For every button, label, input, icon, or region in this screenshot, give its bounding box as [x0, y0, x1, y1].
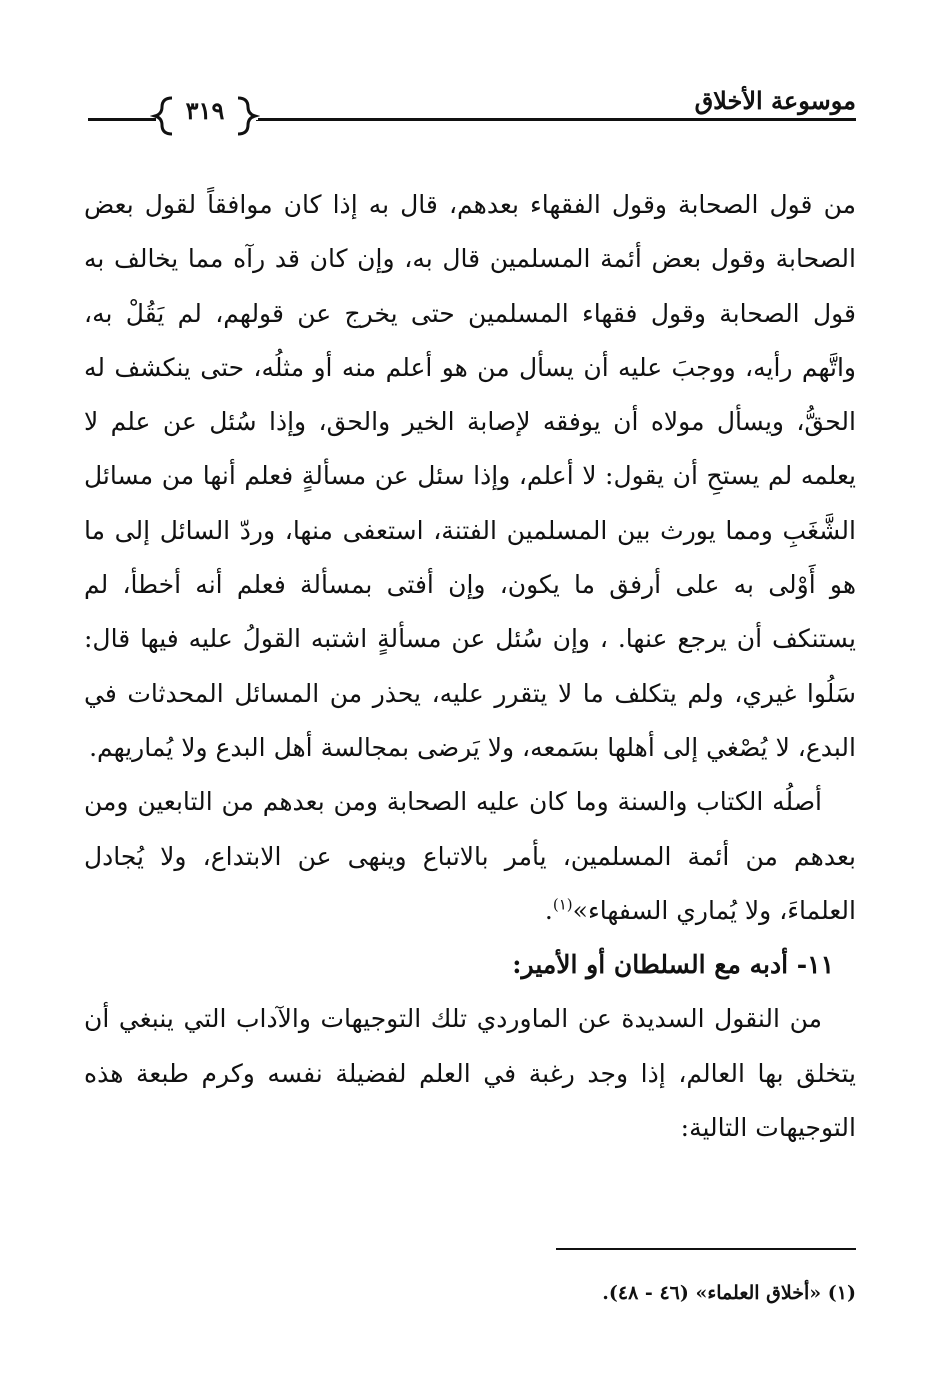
page-number-ornament: [150, 90, 260, 140]
paragraph-1: من قول الصحابة وقول الفقهاء بعدهم، قال به إذا كان موافقاً لقول بعض الصحابة وقول بعض أئمة المسلمين قال به، وإن كان قد رآه مما يخالف به قول الصحابة وقول فقهاء المسلمين حتى يخرج عن قولهم، لم يَقُلْ به، واتَّهم رأيه، ووجبَ عليه أن يسأل من هو أعلم منه أو مثلُه، حتى ينكشف له الحقُّ، ويسأل مولاه أن يوفقه لإصابة الخير والحق، وإذا سُئل عن علم لا يعلمه لم يستحِ أن يقول: لا أعلم، وإذا سئل عن مسألةٍ فعلم أنها من مسائل الشَّغَبِ ومما يورث بين المسلمين الفتنة، استعفى منها، وردّ السائل إلى ما هو أَوْلى به على أرفق ما يكون، وإن أفتى بمسألة فعلم أنه أخطأ، لم يستنكف أن يرجع عنها. ، وإن سُئل عن مسألةٍ اشتبه القولُ عليه فيها قال: سَلُوا غيري، ولم يتكلف ما لا يتقرر عليه، يحذر من المسائل المحدثات في البدع، لا يُصْغي إلى أهلها بسَمعه، ولا يَرضى بمجالسة أهل البدع ولا يُماريهم.: [84, 190, 856, 762]
header-rule-right: [256, 118, 856, 121]
page-number: ٣١٩: [185, 96, 225, 125]
section-heading: ١١- أدبه مع السلطان أو الأمير:: [512, 950, 834, 980]
footnote-separator: [556, 1248, 856, 1250]
header-rule-left: [88, 118, 156, 121]
footnote-1: (١) «أخلاق العلماء» (٤٦ - ٤٨).: [602, 1282, 856, 1304]
paragraph-2-end: .: [544, 895, 553, 925]
footnote-reference: (١): [552, 895, 573, 914]
running-header-title: موسوعة الأخلاق: [694, 86, 856, 115]
paragraph-3: من النقول السديدة عن الماوردي تلك التوجيهات والآداب التي ينبغي أن يتخلق بها العالم، إذا وجد رغبة في العلم لفضيلة نفسه وكرم طبعة هذه التوجيهات التالية:: [84, 1004, 856, 1143]
paragraph-2: [84, 775, 856, 938]
paragraph-2-text: أصلُه الكتاب والسنة وما كان عليه الصحابة ومن بعدهم من التابعين ومن بعدهم من أئمة المسلمين، يأمر بالاتباع وينهى عن الابتداع، ولا يُجادل العلماءَ، ولا يُماري السفهاء»: [84, 787, 856, 925]
main-text: [84, 178, 856, 1155]
